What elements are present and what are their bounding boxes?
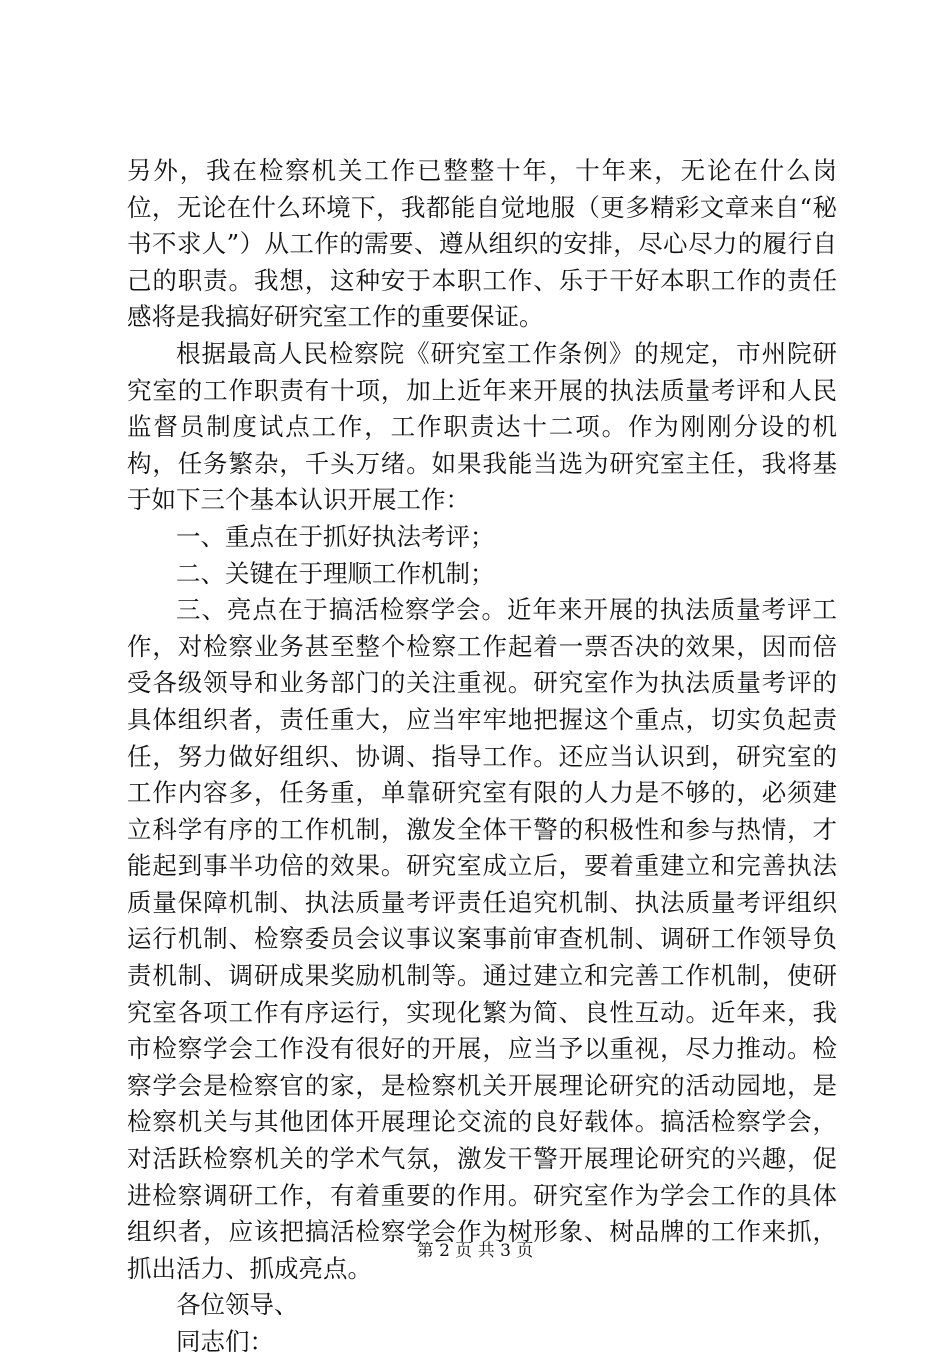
paragraph-1: 另外，我在检察机关工作已整整十年，十年来，无论在什么岗位，无论在什么环境下，我都能自觉地服（更多精彩文章来自“秘书不求人”）从工作的需要、遵从组织的安排，尽心尽力的履行自己的职责。我想，这种安于本职工作、乐于干好本职工作的责任感将是我搞好研究室工作的重要保证。 [127,156,837,332]
paragraph-5: 三、亮点在于搞活检察学会。近年来开展的执法质量考评工作，对检察业务甚至整个检察工作起着一票否决的效果，因而倍受各级领导和业务部门的关注重视。研究室作为执法质量考评的具体组织者，责任重大，应当牢牢地把握这个重点，切实负起责任，努力做好组织、协调、指导工作。还应当认识到，研究室的工作内容多，任务重，单靠研究室有限的人力是不够的，必须建立科学有序的工作机制，激发全体干警的积极性和参与热情，才能起到事半功倍的效果。研究室成立后，要着重建立和完善执法质量保障机制、执法质量考评责任追究机制、执法质量考评组织运行机制、检察委员会议事议案事前审查机制、调研工作领导负责机制、调研成果奖励机制等。通过建立和完善工作机制，使研究室各项工作有序运行，实现化繁为简、良性互动。近年来，我市检察学会工作没有很好的开展，应当予以重视，尽力推动。检察学会是检察官的家，是检察机关开展理论研究的活动园地，是检察机关与其他团体开展理论交流的良好载体。搞活检察学会，对活跃检察机关的学术气氛，激发干警开展理论研究的兴趣，促进检察调研工作，有着重要的作用。研究室作为学会工作的具体组织者，应该把搞活检察学会作为树形象、树品牌的工作来抓，抓出活力、抓成亮点。 [127,595,837,1283]
paragraph-6: 各位领导、 [176,1290,299,1320]
paragraph-7: 同志们： [176,1327,274,1356]
page-footer: 第 2 页 共 3 页 [416,1241,534,1261]
paragraph-2: 根据最高人民检察院《研究室工作条例》的规定，市州院研究室的工作职责有十项，加上近年来开展的执法质量考评和人民监督员制度试点工作，工作职责达十二项。作为刚刚分设的机构，任务繁杂，千头万绪。如果我能当选为研究室主任，我将基于如下三个基本认识开展工作： [127,338,837,515]
paragraph-3: 一、重点在于抓好执法考评； [176,521,495,551]
document-body [127,153,837,1361]
paragraph-4: 二、关键在于理顺工作机制； [176,558,495,588]
